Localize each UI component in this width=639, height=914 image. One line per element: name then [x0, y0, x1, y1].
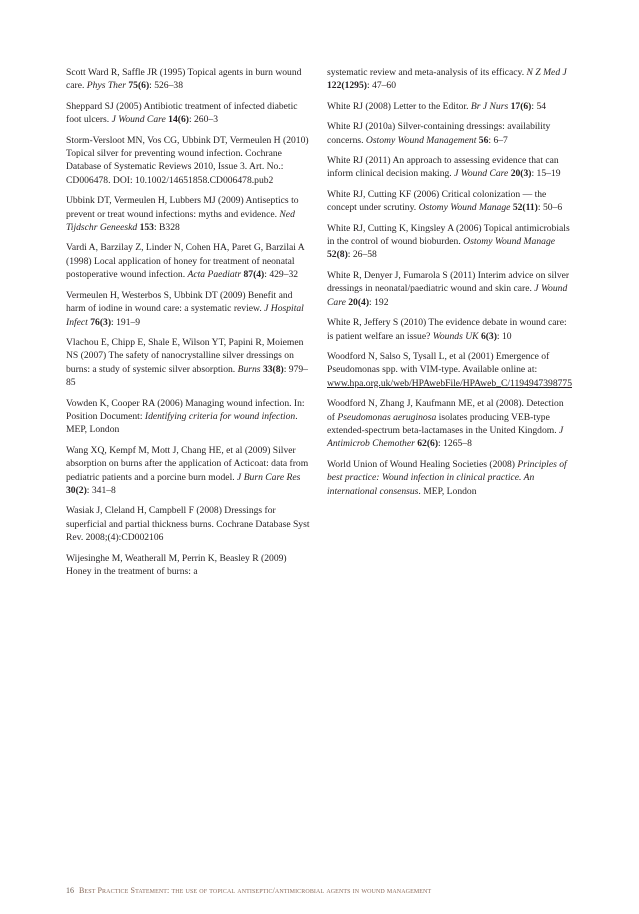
reference-item: White RJ, Cutting K, Kingsley A (2006) Topical antimicrobials in the control of wound bioburden. Ostomy Wound Manage 52(8): 26–58	[327, 222, 570, 261]
reference-item: Woodford N, Salso S, Tysall L, et al (2001) Emergence of Pseudomonas spp. with VIM-type. Available online at: www.hpa.org.uk/web/HPAwebFile/HPAweb_C/1194947398775	[327, 350, 573, 389]
reference-item: White RJ (2010a) Silver-containing dressings: availability concerns. Ostomy Wound Management 56: 6–7	[327, 121, 551, 146]
reference-item: Vowden K, Cooper RA (2006) Managing wound infection. In: Position Document: Identifying criteria for wound infection. MEP, London	[66, 397, 305, 436]
reference-item: Storm-Versloot MN, Vos CG, Ubbink DT, Vermeulen H (2010) Topical silver for preventing wound infection. Cochrane Database of Systematic Reviews 2010, Issue 3. Art. No.: CD006478. DOI: 10.1002/14651858.CD006478.pub2	[66, 134, 309, 186]
reference-item: Scott Ward R, Saffle JR (1995) Topical agents in burn wound care. Phys Ther 75(6): 526–38	[66, 67, 302, 92]
page-footer	[66, 886, 606, 896]
reference-item: Wijesinghe M, Weatherall M, Perrin K, Beasley R (2009) Honey in the treatment of burns: a	[66, 552, 287, 577]
reference-item: Woodford N, Zhang J, Kaufmann ME, et al (2008). Detection of Pseudomonas aeruginosa isolates producing VEB-type extended-spectrum beta-lactamases in the United Kingdom. J Antimicrob Chemother 62(6): 1265–8	[327, 398, 564, 450]
reference-item: White RJ (2008) Letter to the Editor. Br J Nurs 17(6): 54	[327, 100, 547, 112]
footer-title: Best Practice Statement: the use of topical antiseptic/antimicrobial agents in wound management	[79, 886, 432, 895]
reference-item: Sheppard SJ (2005) Antibiotic treatment of infected diabetic foot ulcers. J Wound Care 14(6): 260–3	[66, 100, 298, 126]
reference-item: Wasiak J, Cleland H, Campbell F (2008) Dressings for superficial and partial thickness burns. Cochrane Database Syst Rev. 2008;(4):CD002106	[66, 505, 310, 544]
reference-item: Ubbink DT, Vermeulen H, Lubbers MJ (2009) Antiseptics to prevent or treat wound infections: myths and evidence. Ned Tijdschr Geneeskd 153: B328	[66, 195, 299, 234]
reference-item: World Union of Wound Healing Societies (2008) Principles of best practice: Wound infection in clinical practice. An international consensus. MEP, London	[327, 458, 567, 497]
reference-item: Vlachou E, Chipp E, Shale E, Wilson YT, Papini R, Moiemen NS (2007) The safety of nanocrystalline silver dressings on burns: a study of systemic silver absorption. Burns 33(8): 979–85	[66, 336, 308, 389]
reference-item: systematic review and meta-analysis of its efficacy. N Z Med J 122(1295): 47–60	[327, 67, 567, 92]
page-number: 16	[66, 886, 74, 895]
reference-item: White R, Jeffery S (2010) The evidence debate in wound care: is patient welfare an issue? Wounds UK 6(3): 10	[327, 317, 567, 342]
reference-column-right	[327, 66, 571, 505]
reference-item: Vermeulen H, Westerbos S, Ubbink DT (2009) Benefit and harm of iodine in wound care: a systematic review. J Hospital Infect 76(3): 191–9	[66, 289, 304, 328]
reference-item: Vardi A, Barzilay Z, Linder N, Cohen HA, Paret G, Barzilai A (1998) Local application of honey for treatment of neonatal postoperative wound infection. Acta Paediatr 87(4): 429–32	[66, 242, 305, 281]
hpa-link[interactable]: www.hpa.org.uk/web/HPAwebFile/HPAweb_C/1194947398775	[327, 377, 573, 389]
reference-item: White RJ, Cutting KF (2006) Critical colonization — the concept under scrutiny. Ostomy Wound Manage 52(11): 50–6	[327, 188, 563, 214]
reference-column-left	[66, 66, 310, 585]
reference-item: White R, Denyer J, Fumarola S (2011) Interim advice on silver dressings in neonatal/paediatric wound and skin care. J Wound Care 20(4): 192	[327, 269, 570, 308]
reference-item: Wang XQ, Kempf M, Mott J, Chang HE, et al (2009) Silver absorption on burns after the application of Acticoat: data from pediatric patients and a porcine burn model. J Burn Care Res 30(2): 341–8	[66, 444, 309, 496]
reference-item: White RJ (2011) An approach to assessing evidence that can inform clinical decision making. J Wound Care 20(3): 15–19	[327, 155, 561, 180]
